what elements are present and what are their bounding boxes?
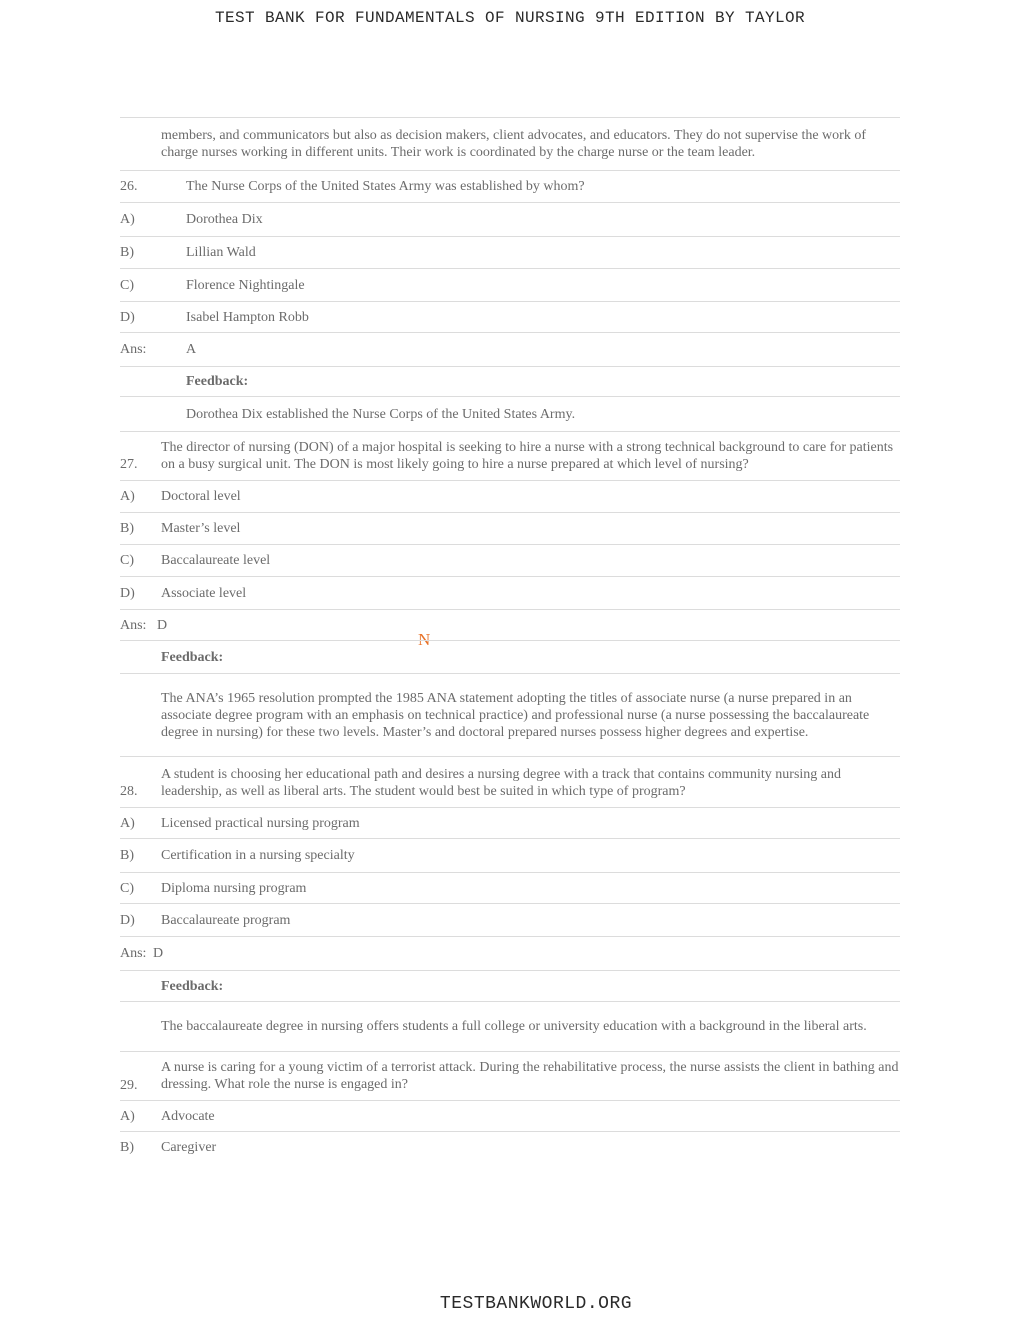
question-table [120, 117, 900, 1163]
feedback-row [120, 397, 900, 432]
option-letter: B) [120, 1140, 134, 1155]
question-text: A student is choosing her educational path and desires a nursing degree with a track that contains community nursing and leadership, as well as liberal arts. The student would best be suited in which type of program? [161, 767, 841, 799]
question-number: 27. [120, 457, 138, 472]
feedback-text: The ANA’s 1965 resolution prompted the 1985 ANA statement adopting the titles of associate nurse (a nurse prepared in an associate degree program with an emphasis on technical practice) and professional nurse (a nurse possessing the baccalaureate degree in nursing) for these two levels. Master’s and doctoral prepared nurses possess higher degrees and expertise. [161, 690, 870, 740]
option-letter: B) [120, 245, 134, 260]
question-text: The director of nursing (DON) of a major hospital is seeking to hire a nurse with a strong technical background to care for patients on a busy surgical unit. The DON is most likely going to hire a nurse prepared at which level of nursing? [161, 440, 894, 472]
question-number: 28. [120, 784, 138, 799]
option-letter: D) [120, 912, 135, 928]
option-text: Florence Nightingale [186, 277, 305, 293]
answer-row [120, 937, 900, 971]
feedback-label: Feedback: [161, 978, 224, 994]
answer-row [120, 333, 900, 367]
option-text: Dorothea Dix [186, 212, 263, 227]
question-text: A nurse is caring for a young victim of a terrorist attack. During the rehabilitative process, the nurse assists the client in bathing and dressing. What role the nurse is engaged in? [161, 1060, 899, 1092]
feedback-label-row [120, 367, 900, 397]
option-letter: B) [120, 521, 134, 536]
page-header: TEST BANK FOR FUNDAMENTALS OF NURSING 9TH EDITION BY TAYLOR [214, 9, 806, 27]
question-row-26 [120, 171, 900, 203]
option-row [120, 904, 900, 937]
option-text: Master’s level [161, 521, 241, 536]
option-row [120, 302, 900, 333]
answer-label: Ans: [120, 946, 147, 961]
option-text: Certification in a nursing specialty [161, 848, 355, 863]
option-row [120, 1132, 900, 1163]
answer-value: D [157, 617, 168, 633]
feedback-label-row [120, 641, 900, 674]
option-row [120, 577, 900, 610]
feedback-label: Feedback: [186, 374, 249, 389]
option-text: Associate level [161, 585, 247, 601]
feedback-row [120, 1002, 900, 1052]
option-text: Baccalaureate level [161, 553, 271, 568]
option-text: Licensed practical nursing program [161, 815, 360, 831]
option-letter: B) [120, 848, 134, 863]
option-text: Caregiver [161, 1140, 217, 1155]
option-letter: A) [120, 489, 135, 504]
option-letter: D) [120, 309, 135, 325]
stamp-mark: N [418, 630, 431, 649]
option-text: Isabel Hampton Robb [186, 309, 309, 325]
question-number: 29. [120, 1078, 138, 1093]
option-letter: A) [120, 815, 135, 831]
answer-row [120, 610, 900, 641]
option-row [120, 839, 900, 873]
option-letter: A) [120, 212, 135, 227]
question-text: The Nurse Corps of the United States Army was established by whom? [186, 179, 585, 194]
question-row-28 [120, 757, 900, 808]
question-row-29 [120, 1052, 900, 1101]
option-row [120, 203, 900, 237]
option-row [120, 513, 900, 545]
question-number: 26. [120, 179, 138, 194]
feedback-label-row [120, 971, 900, 1002]
option-row [120, 1101, 900, 1132]
option-letter: A) [120, 1108, 135, 1124]
option-text: Doctoral level [161, 489, 241, 504]
option-row [120, 808, 900, 839]
option-row [120, 873, 900, 904]
continuation-text: members, and communicators but also as decision makers, client advocates, and educators. They do not supervise the work of charge nurses working in different units. Their work is coordinated by the charge nurse or the team leader. [161, 128, 866, 160]
option-letter: C) [120, 880, 134, 896]
option-row [120, 545, 900, 577]
feedback-label: Feedback: [161, 649, 224, 665]
feedback-text: Dorothea Dix established the Nurse Corps of the United States Army. [186, 406, 576, 422]
option-row [120, 269, 900, 302]
option-text: Advocate [161, 1108, 215, 1124]
answer-label: Ans: [120, 617, 147, 633]
answer-label: Ans: [120, 342, 147, 357]
feedback-row [120, 674, 900, 757]
page-footer: TESTBANKWORLD.ORG [439, 1294, 633, 1314]
question-row-27 [120, 432, 900, 481]
option-letter: C) [120, 553, 134, 568]
option-text: Baccalaureate program [161, 912, 291, 928]
option-letter: C) [120, 277, 134, 293]
option-text: Lillian Wald [186, 245, 256, 260]
option-row [120, 237, 900, 269]
continuation-row [120, 118, 900, 171]
feedback-text: The baccalaureate degree in nursing offers students a full college or university education with a background in the liberal arts. [161, 1019, 867, 1034]
answer-value: D [153, 946, 164, 961]
option-letter: D) [120, 585, 135, 601]
option-row [120, 481, 900, 513]
option-text: Diploma nursing program [161, 880, 307, 896]
answer-value: A [186, 342, 197, 357]
